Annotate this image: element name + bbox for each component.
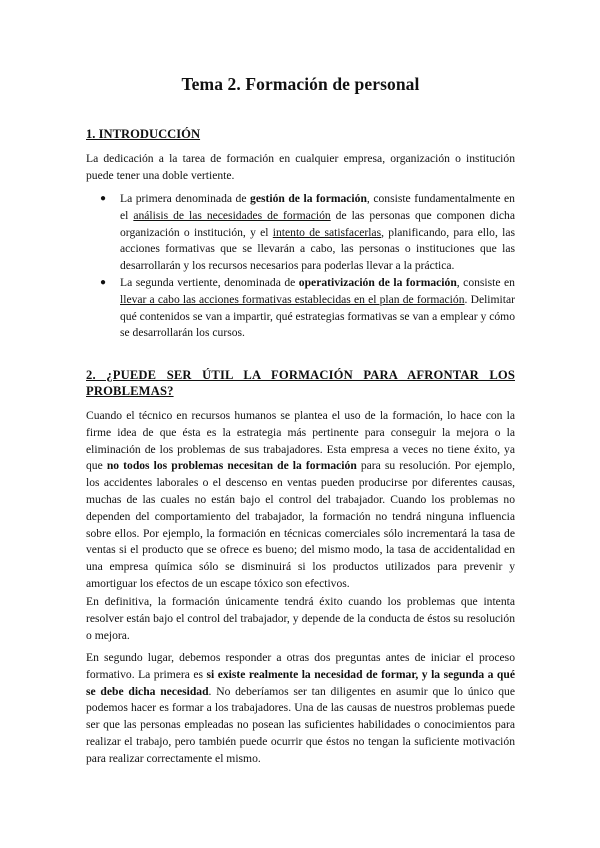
section-heading-formacion-util: 2. ¿PUEDE SER ÚTIL LA FORMACIÓN PARA AFRONTAR LOS PROBLEMAS? [86, 368, 515, 398]
text-run: . Delimitar qué contenidos se van a impartir, qué estrategias formativas se van a emplear y cómo se desarrollarán los cursos. [120, 292, 515, 340]
bold-term: si existe realmente la necesidad de formar, y la segunda a qué se debe dicha necesidad [86, 667, 515, 698]
paragraph-tecnico [86, 408, 515, 593]
text-run: La segunda vertiente, denominada de [120, 275, 299, 289]
vertientes-list [86, 191, 515, 342]
underlined-term: llevar a cabo las acciones formativas establecidas en el plan de formación [120, 292, 465, 306]
bold-term: no todos los problemas necesitan de la formación [106, 459, 357, 473]
bullet-icon: ● [100, 193, 107, 204]
intro-paragraph: La dedicación a la tarea de formación en cualquier empresa, organización o institución puede tener una doble vertiente. [86, 152, 515, 182]
paragraph-segundo-lugar [86, 650, 515, 768]
text-run: , consiste fundamentalmente en el [120, 192, 515, 222]
bold-term: gestión de la formación [250, 192, 367, 205]
text-run: , planificando, para ello, las acciones formativas que se llevarán a cabo, las personas o instituciones que las desarrollarán y los recursos necesarios para poderlas llevar a la práctica. [120, 225, 516, 273]
paragraph-definitiva: En definitiva, la formación únicamente tendrá éxito cuando los problemas que intenta resolver están bajo el control del trabajador, y depende de la conducta de éstos su resolución o mejora. [86, 595, 515, 642]
text-run: . No deberíamos ser tan diligentes en asumir que lo único que podemos hacer es formar a los trabajadores. Una de las causas de nuestros problemas puede ser que las personas empleadas no posean las suficientes habilidades o conocimientos para realizar el trabajo, pero también puede ocurrir que éstos no tengan la suficiente motivación para realizar correctamente el mismo. [86, 684, 515, 765]
underlined-term: intento de satisfacerlas [272, 225, 382, 239]
underlined-term: análisis de las necesidades de formación [133, 208, 331, 222]
page-title: Tema 2. Formación de personal [181, 74, 420, 94]
list-item-gestion [86, 191, 515, 275]
bold-term: operativización de la formación [298, 275, 457, 289]
text-run: Cuando el técnico en recursos humanos se plantea el uso de la formación, lo hace con la firme idea de que ésta es la estrategia más pertinente para conseguir la mejora o la eliminación de los problemas de sus trabajadores. Esta empresa a veces no tiene éxito, ya que [86, 409, 515, 473]
section-heading-introduccion: 1. INTRODUCCIÓN [86, 127, 201, 141]
text-run: de las personas que componen dicha organización o institución, y el [120, 208, 516, 239]
text-run: La primera denominada de [120, 192, 251, 205]
text-run: , consiste en [456, 275, 515, 289]
bullet-icon: ● [100, 276, 107, 288]
list-item-operativizacion [86, 275, 515, 342]
text-run: para su resolución. Por ejemplo, los accidentes laborales o el descenso en ventas pueden producirse por diferentes causas, muchas de las cuales no están bajo el control del trabajador. Cuando los problemas no dependen del comportamiento del trabajador, la formación no tendrá ninguna influencia sobre ellos. Por ejemplo, la formación en técnicas comerciales sólo incrementará la tasa de ventas si el producto que se ofrece es bueno; del mismo modo, la tasa de accidentalidad en una empresa química sólo se disminuirá si los productos utilizados para prevenir y amortiguar los efectos de un escape tóxico son efectivos. [86, 459, 515, 590]
text-run: En segundo lugar, debemos responder a otras dos preguntas antes de iniciar el proceso formativo. La primera es [86, 651, 515, 681]
